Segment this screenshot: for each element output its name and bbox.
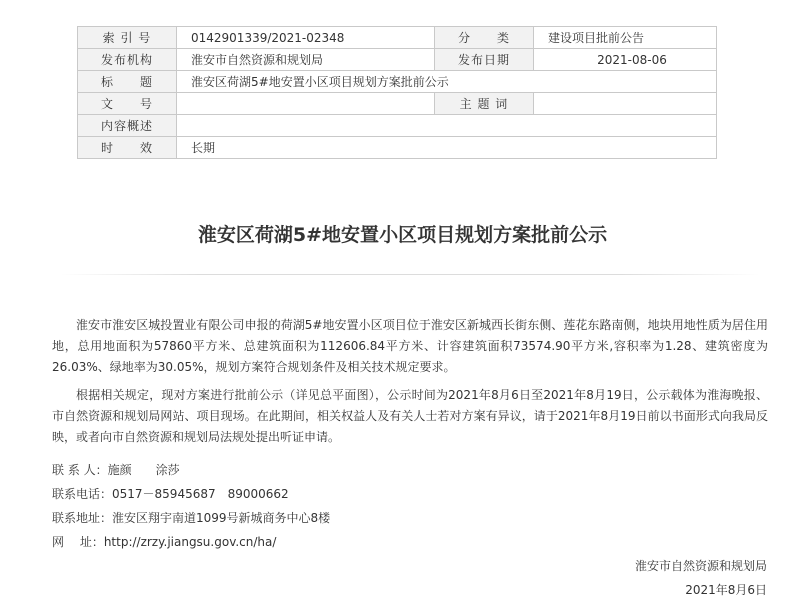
validity-value: 长期 xyxy=(177,137,717,159)
info-row-title xyxy=(78,71,717,93)
info-row-docno xyxy=(78,93,717,115)
date-label: 发布日期 xyxy=(435,49,534,71)
signature-organization: 淮安市自然资源和规划局 xyxy=(634,559,767,573)
summary-label: 内容概述 xyxy=(78,115,177,137)
publisher-value: 淮安市自然资源和规划局 xyxy=(177,49,435,71)
document-info-table xyxy=(77,26,717,159)
index-label: 索 引 号 xyxy=(78,27,177,49)
contact-website: 网 址：http://zrzy.jiangsu.gov.cn/ha/ xyxy=(52,535,277,549)
contact-address: 联系地址：淮安区翔宇南道1099号新城商务中心8楼 xyxy=(52,511,331,525)
info-row-validity xyxy=(78,137,717,159)
category-value: 建设项目批前公告 xyxy=(534,27,717,49)
validity-label: 时 效 xyxy=(78,137,177,159)
info-row-summary xyxy=(78,115,717,137)
docno-value xyxy=(177,93,435,115)
info-row-index xyxy=(78,27,717,49)
summary-value xyxy=(177,115,717,137)
contact-phone: 联系电话：0517－85945687 89000662 xyxy=(52,487,289,501)
category-label: 分 类 xyxy=(435,27,534,49)
article-paragraph-notice: 根据相关规定，现对方案进行批前公示（详见总平面图），公示时间为2021年8月6日至2021年8月19日，公示载体为淮海晚报、市自然资源和规划局网站、项目现场。在此期间，相关权益人及有关人士若对方案有异议，请于2021年8月19日前以书面形式向我局反映，或者向市自然资源和规划局法规处提出听证申请。 xyxy=(52,388,768,444)
signature-date: 2021年8月6日 xyxy=(685,583,767,597)
index-value: 0142901339/2021-02348 xyxy=(177,27,435,49)
info-row-publisher xyxy=(78,49,717,71)
article-title: 淮安区荷湖5#地安置小区项目规划方案批前公示 xyxy=(197,224,608,246)
title-divider xyxy=(60,274,760,275)
docno-label: 文 号 xyxy=(78,93,177,115)
title-label: 标 题 xyxy=(78,71,177,93)
keyword-value xyxy=(534,93,717,115)
publisher-label: 发布机构 xyxy=(78,49,177,71)
date-value: 2021-08-06 xyxy=(534,49,717,71)
title-value: 淮安区荷湖5#地安置小区项目规划方案批前公示 xyxy=(177,71,717,93)
article-paragraph-project: 淮安市淮安区城投置业有限公司申报的荷湖5#地安置小区项目位于淮安区新城西长街东侧、莲花东路南侧，地块用地性质为居住用地，总用地面积为57860平方米、总建筑面积为112606.84平方米、计容建筑面积73574.90平方米,容积率为1.28、建筑密度为26.03%、绿地率为30.05%，规划方案符合规划条件及相关技术规定要求。 xyxy=(52,318,768,374)
keyword-label: 主 题 词 xyxy=(435,93,534,115)
contact-person: 联 系 人：施颜 涂莎 xyxy=(52,463,180,477)
